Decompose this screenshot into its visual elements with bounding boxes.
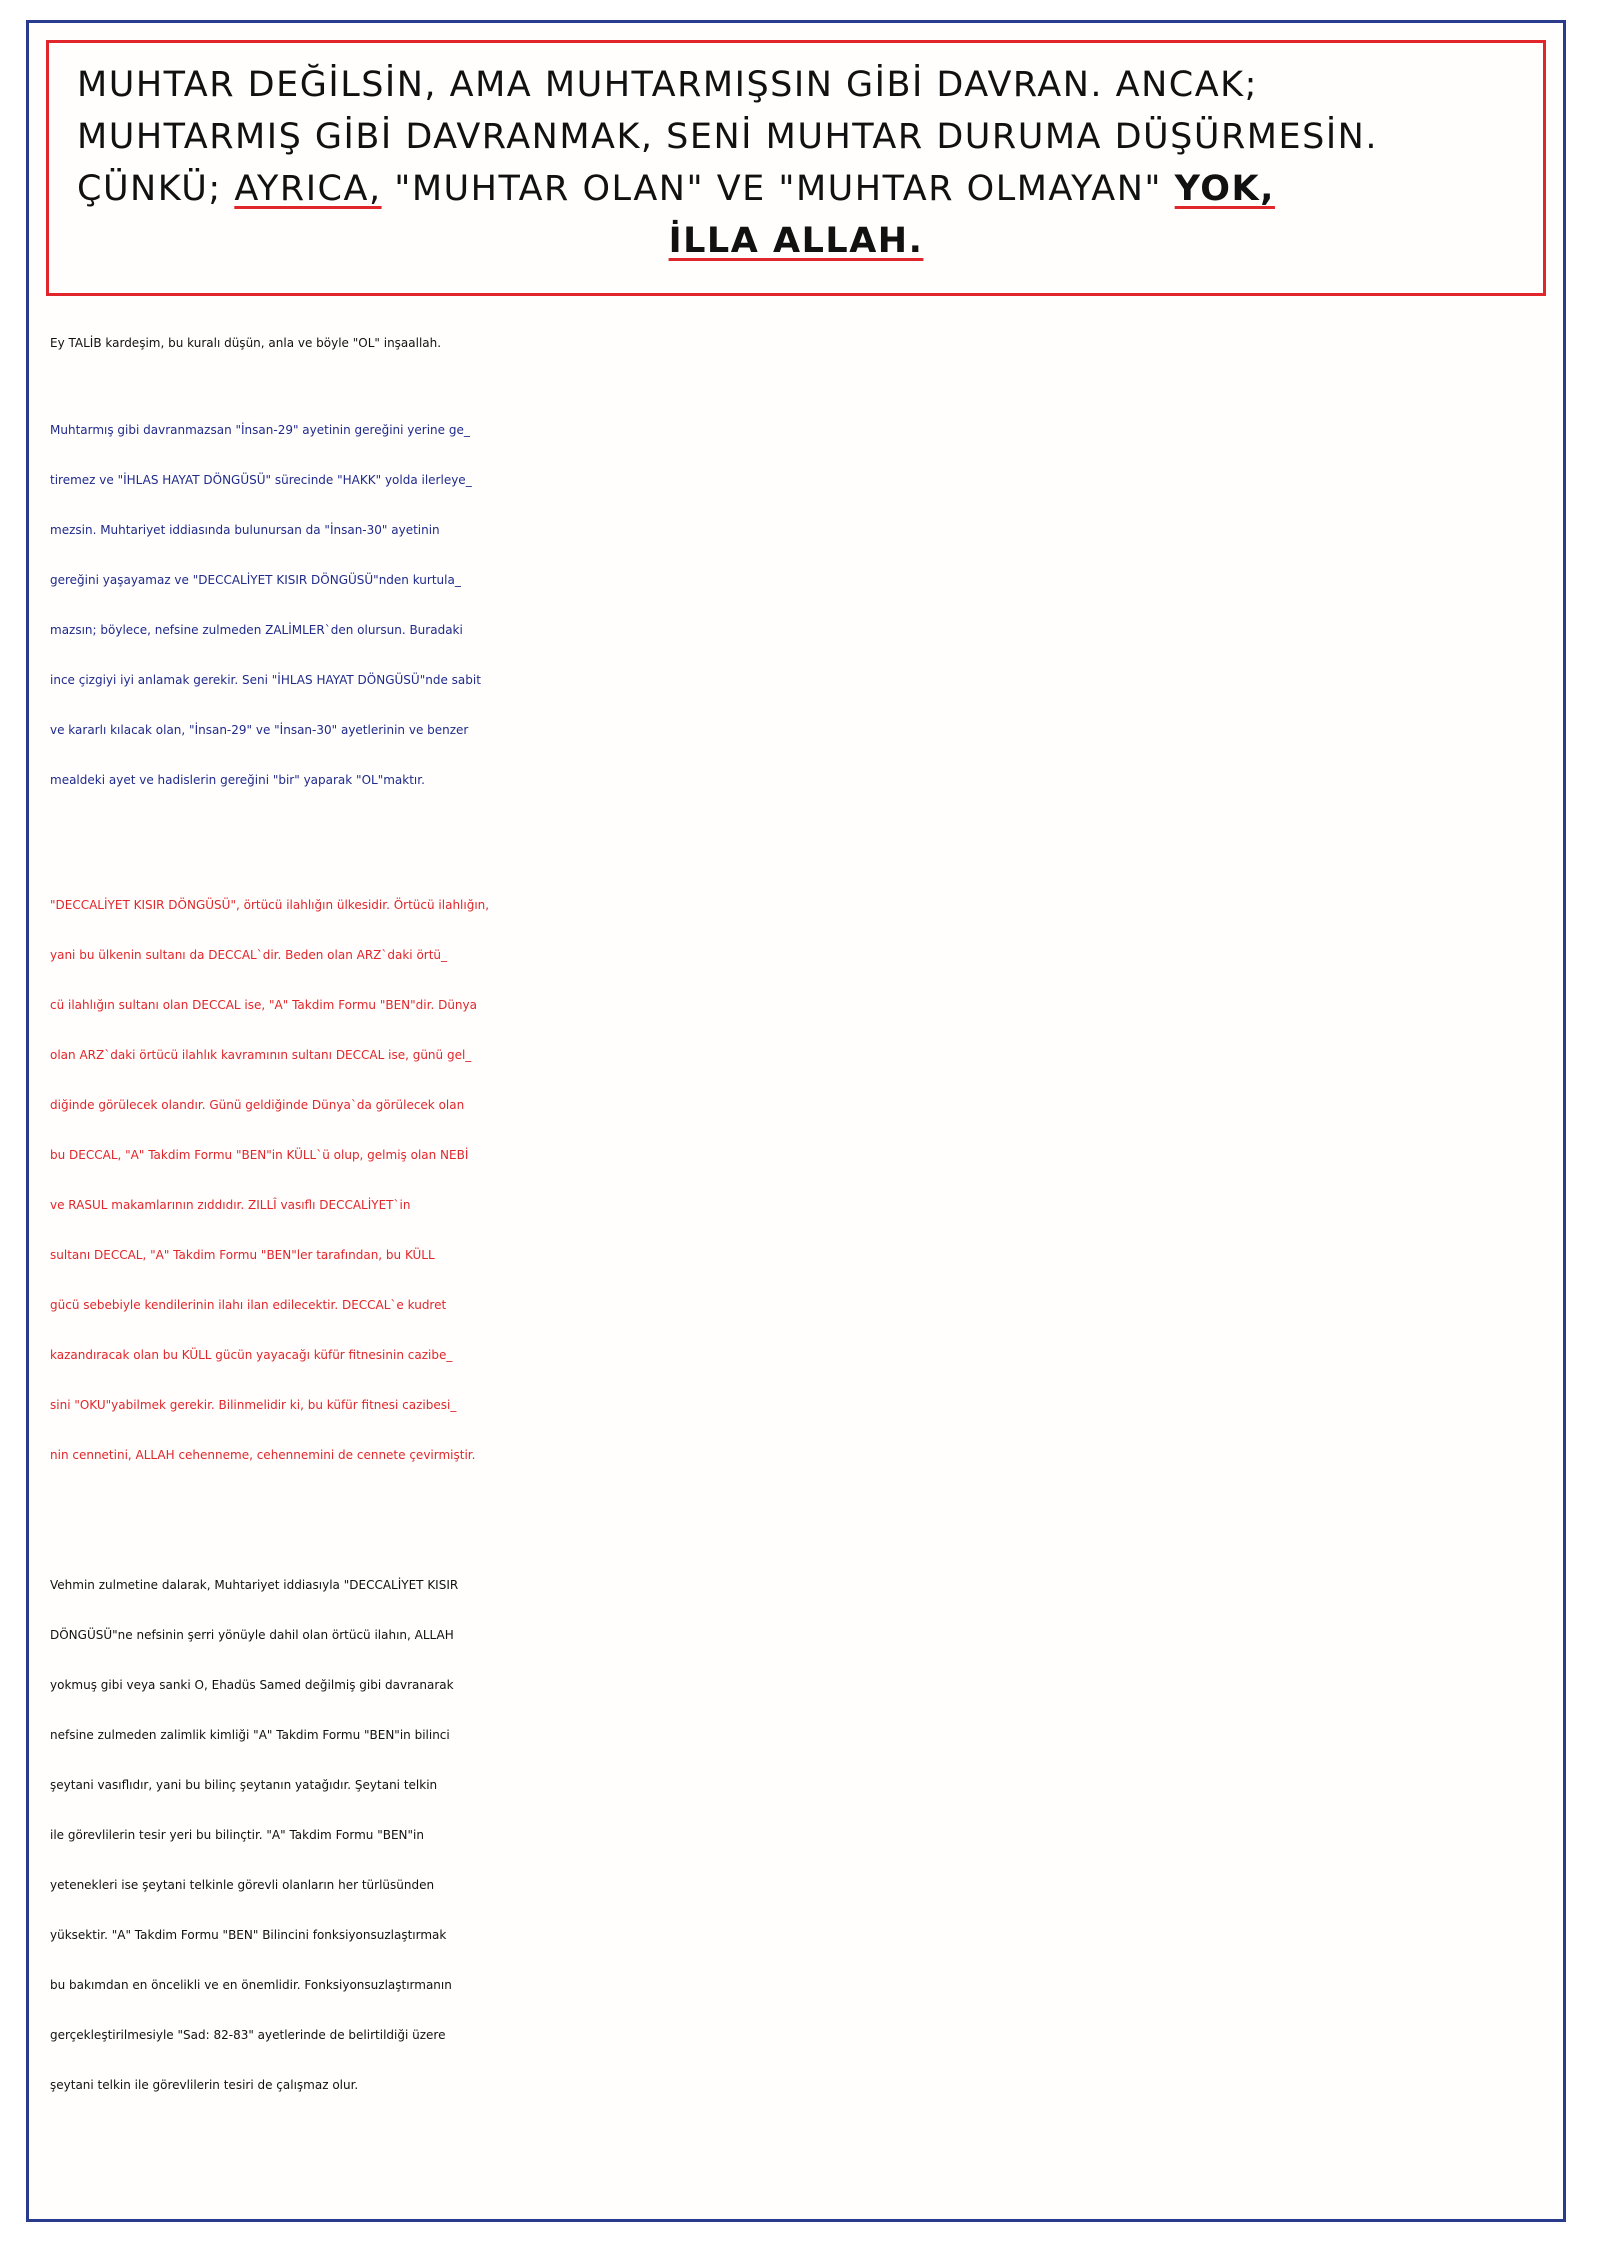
text-line: DÖNGÜSÜ"ne nefsinin şerri yönüyle dahil olan örtücü ilahın, ALLAH bbox=[50, 1628, 454, 1642]
paragraph-red bbox=[50, 880, 1560, 1480]
header-cunku: ÇÜNKÜ; bbox=[77, 169, 222, 209]
text-line: mealdeki ayet ve hadislerin gereğini "bir" yaparak "OL"maktır. bbox=[50, 773, 425, 787]
header-box bbox=[46, 40, 1546, 296]
text-line: nefsine zulmeden zalimlik kimliği "A" Takdim Formu "BEN"in bilinci bbox=[50, 1728, 450, 1742]
text-line: Vehmin zulmetine dalarak, Muhtariyet iddiasıyla "DECCALİYET KISIR bbox=[50, 1578, 459, 1592]
text-line: bu DECCAL, "A" Takdim Formu "BEN"in KÜLL`ü olup, gelmiş olan NEBİ bbox=[50, 1148, 469, 1162]
text-line: olan ARZ`daki örtücü ilahlık kavramının sultanı DECCAL ise, günü gel_ bbox=[50, 1048, 472, 1062]
header-muhtar-olan: "MUHTAR OLAN" VE "MUHTAR OLMAYAN" bbox=[394, 169, 1163, 209]
paragraph-black bbox=[50, 1560, 1560, 2110]
header-line-1: MUHTAR DEĞİLSİN, AMA MUHTARMIŞSIN GİBİ DAVRAN. ANCAK; bbox=[77, 65, 1258, 105]
text-line: ile görevlilerin tesir yeri bu bilinçtir. "A" Takdim Formu "BEN"in bbox=[50, 1828, 424, 1842]
text-line: mazsın; böylece, nefsine zulmeden ZALİMLER`den olursun. Buradaki bbox=[50, 623, 463, 637]
header-illa-allah: İLLA ALLAH. bbox=[668, 221, 924, 261]
text-line: mezsin. Muhtariyet iddiasında bulunursan da "İnsan-30" ayetinin bbox=[50, 523, 440, 537]
intro-line: Ey TALİB kardeşim, bu kuralı düşün, anla ve böyle "OL" inşaallah. bbox=[50, 336, 442, 350]
text-line: gerçekleştirilmesiyle "Sad: 82-83" ayetlerinde de belirtildiği üzere bbox=[50, 2028, 446, 2042]
text-line: cü ilahlığın sultanı olan DECCAL ise, "A" Takdim Formu "BEN"dir. Dünya bbox=[50, 998, 477, 1012]
header-line-2: MUHTARMIŞ GİBİ DAVRANMAK, SENİ MUHTAR DURUMA DÜŞÜRMESİN. bbox=[77, 117, 1378, 157]
paragraph-blue bbox=[50, 405, 1560, 805]
text-line: şeytani telkin ile görevlilerin tesiri de çalışmaz olur. bbox=[50, 2078, 359, 2092]
text-line: Muhtarmış gibi davranmazsan "İnsan-29" ayetinin gereğini yerine ge_ bbox=[50, 423, 470, 437]
header-line-4 bbox=[77, 215, 1515, 267]
text-line: yetenekleri ise şeytani telkinle görevli olanların her türlüsünden bbox=[50, 1878, 435, 1892]
text-line: yani bu ülkenin sultanı da DECCAL`dir. Beden olan ARZ`daki örtü_ bbox=[50, 948, 448, 962]
text-line: sultanı DECCAL, "A" Takdim Formu "BEN"ler tarafından, bu KÜLL bbox=[50, 1248, 435, 1262]
header-line-3 bbox=[77, 163, 1515, 215]
text-line: gücü sebebiyle kendilerinin ilahı ilan edilecektir. DECCAL`e kudret bbox=[50, 1298, 447, 1312]
text-line: kazandıracak olan bu KÜLL gücün yayacağı küfür fitnesinin cazibe_ bbox=[50, 1348, 453, 1362]
header-yok: YOK, bbox=[1174, 169, 1275, 209]
text-line: yüksektir. "A" Takdim Formu "BEN" Bilincini fonksiyonsuzlaştırmak bbox=[50, 1928, 447, 1942]
text-line: gereğini yaşayamaz ve "DECCALİYET KISIR DÖNGÜSÜ"nden kurtula_ bbox=[50, 573, 461, 587]
header-ayrica: AYRICA, bbox=[234, 169, 382, 209]
text-line: yokmuş gibi veya sanki O, Ehadüs Samed değilmiş gibi davranarak bbox=[50, 1678, 454, 1692]
text-line: sini "OKU"yabilmek gerekir. Bilinmelidir ki, bu küfür fitnesi cazibesi_ bbox=[50, 1398, 457, 1412]
text-line: tiremez ve "İHLAS HAYAT DÖNGÜSÜ" sürecinde "HAKK" yolda ilerleye_ bbox=[50, 473, 472, 487]
text-line: ve kararlı kılacak olan, "İnsan-29" ve "İnsan-30" ayetlerinin ve benzer bbox=[50, 723, 469, 737]
text-line: bu bakımdan en öncelikli ve en önemlidir. Fonksiyonsuzlaştırmanın bbox=[50, 1978, 452, 1992]
text-line: şeytani vasıflıdır, yani bu bilinç şeytanın yatağıdır. Şeytani telkin bbox=[50, 1778, 438, 1792]
text-line: ve RASUL makamlarının zıddıdır. ZILLÎ vasıflı DECCALİYET`in bbox=[50, 1198, 411, 1212]
text-line: nin cennetini, ALLAH cehenneme, cehennemini de cennete çevirmiştir. bbox=[50, 1448, 476, 1462]
text-line: diğinde görülecek olandır. Günü geldiğinde Dünya`da görülecek olan bbox=[50, 1098, 465, 1112]
text-line: "DECCALİYET KISIR DÖNGÜSÜ", örtücü ilahlığın ülkesidir. Örtücü ilahlığın, bbox=[50, 898, 490, 912]
text-line: ince çizgiyi iyi anlamak gerekir. Seni "İHLAS HAYAT DÖNGÜSÜ"nde sabit bbox=[50, 673, 481, 687]
